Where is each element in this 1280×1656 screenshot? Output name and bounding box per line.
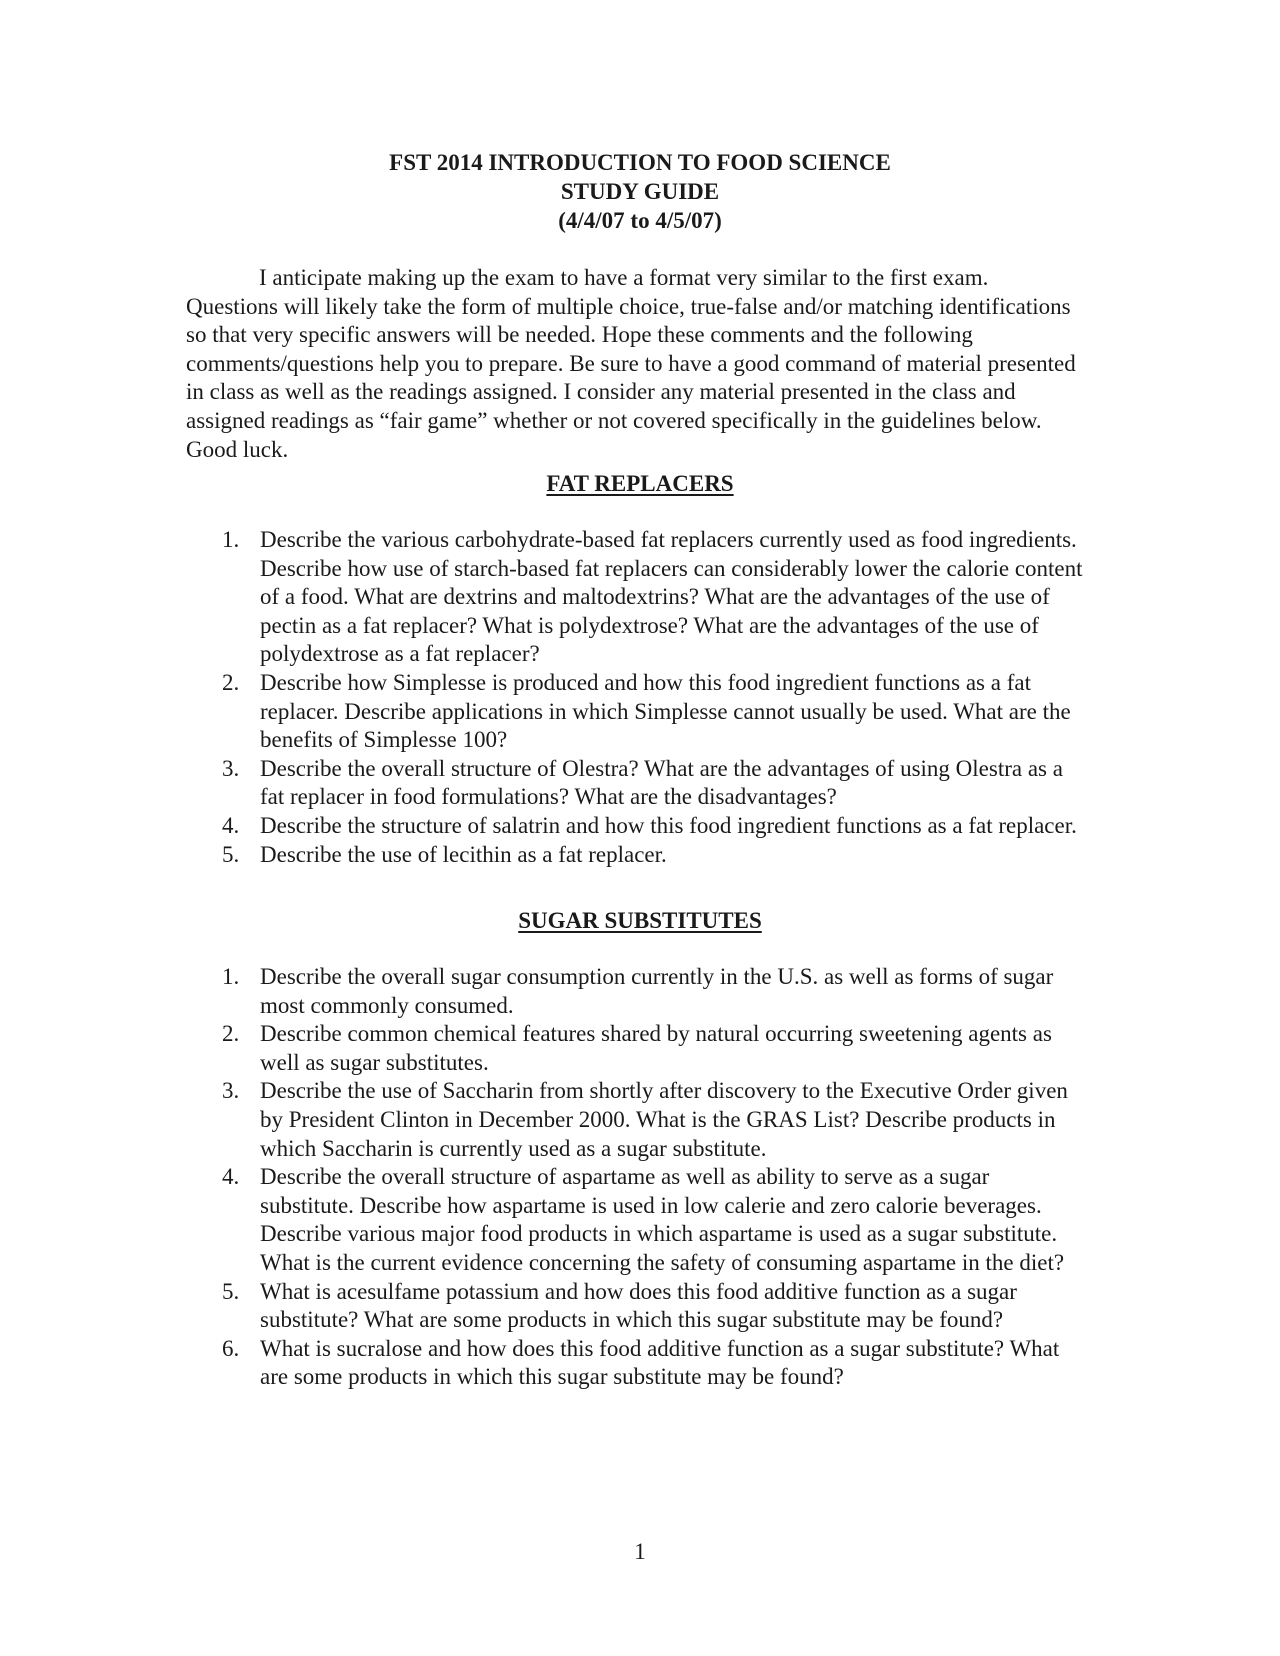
list-item: 3. Describe the overall structure of Olestra? What are the advantages of using Olestra as a fat replacer in food formulations? What are the disadvantages? (222, 755, 1063, 810)
list-item: 4. Describe the structure of salatrin and how this food ingredient functions as a fat replacer. (222, 812, 1077, 838)
list-item: 1. Describe the various carbohydrate-based fat replacers currently used as food ingredients. Describe how use of starch-based fat replacers can considerably lower the calorie content of a food. What are dextrins and maltodextrins? What are the advantages of the use of pectin as a fat replacer? What is polydextrose? What are the advantages of the use of polydextrose as a fat replacer? (222, 527, 1083, 667)
list-item: 3. Describe the use of Saccharin from shortly after discovery to the Executive Order given by President Clinton in December 2000. What is the GRAS List? Describe products in which Saccharin is currently used as a sugar substitute. (222, 1078, 1068, 1161)
intro-text: I anticipate making up the exam to have a format very similar to the first exam. Questions will likely take the form of multiple choice, true-false and/or matching identifications so that very specific answers will be needed. Hope these comments and the following comments/questions help you to prepare. Be sure to have a good command of material presented in class as well as the readings assigned. I consider any material presented in the class and assigned readings as “fair game” whether or not covered specifically in the guidelines below. Good luck. (186, 265, 1076, 462)
document-header (0, 148, 1280, 235)
list-item: 2. Describe how Simplesse is produced and how this food ingredient functions as a fat replacer. Describe applications in which Simplesse cannot usually be used. What are the benefits of Simplesse 100? (222, 669, 1071, 753)
date-range: (4/4/07 to 4/5/07) (558, 208, 722, 233)
list-item: 5. What is acesulfame potassium and how does this food additive function as a sugar substitute? What are some products in which this sugar substitute may be found? (222, 1278, 1017, 1333)
fat-replacers-list (186, 526, 1086, 869)
list-item: 6. What is sucralose and how does this food additive function as a sugar substitute? What are some products in which this sugar substitute may be found? (222, 1335, 1060, 1390)
guide-title: STUDY GUIDE (560, 179, 720, 204)
list-item: 2. Describe common chemical features shared by natural occurring sweetening agents as well as sugar substitutes. (222, 1021, 1052, 1075)
list-item: 5. Describe the use of lecithin as a fat replacer. (222, 841, 667, 867)
course-title: FST 2014 INTRODUCTION TO FOOD SCIENCE (389, 150, 891, 175)
section-title-fat-replacers: FAT REPLACERS (546, 471, 734, 496)
sugar-substitutes-list (186, 963, 1086, 1392)
list-item: 1. Describe the overall sugar consumption currently in the U.S. as well as forms of sugar most commonly consumed. (222, 964, 1054, 1018)
list-item: 4. Describe the overall structure of aspartame as well as ability to serve as a sugar substitute. Describe how aspartame is used in low calerie and zero calorie beverages. Describe various major food products in which aspartame is used as a sugar substitute. What is the current evidence concerning the safety of consuming aspartame in the diet? (222, 1164, 1065, 1275)
intro-paragraph (186, 264, 1086, 464)
page-number: 1 (634, 1539, 646, 1564)
section-title-sugar-substitutes: SUGAR SUBSTITUTES (518, 908, 762, 933)
